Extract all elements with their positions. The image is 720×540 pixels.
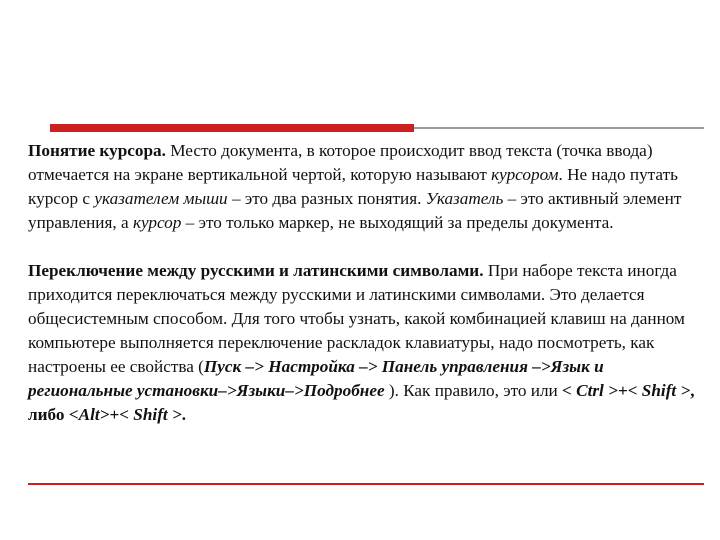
text-run: .: [181, 405, 187, 424]
text-run: . Не надо путать курсор с: [28, 165, 678, 208]
title-divider-line: [414, 127, 704, 129]
key-combo-alt-shift: <Alt>+< Shift >: [68, 405, 182, 424]
term-cursor: курсором: [491, 165, 559, 184]
paragraph-layout-switching: [28, 259, 700, 427]
term-mouse-pointer: указателем мыши: [94, 189, 228, 208]
text-run: – это только маркер, не выходящий за пределы документа.: [181, 213, 614, 232]
key-combo-ctrl-shift: < Ctrl >+< Shift >: [562, 381, 691, 400]
paragraph-heading-cursor: Понятие курсора.: [28, 141, 166, 160]
text-run: , либо: [28, 381, 695, 424]
paragraph-heading-switching: Переключение между русскими и латинскими символами.: [28, 261, 484, 280]
text-run: Место документа, в которое происходит ввод текста (точка ввода) отмечается на экране вертикальной чертой, которую называют: [28, 141, 653, 184]
text-run: ). Как правило, это или: [384, 381, 563, 400]
term-pointer: Указатель: [425, 189, 504, 208]
text-run: При наборе текста иногда приходится переключаться между русскими и латинскими символами. Это делается общесистемным способом. Для того чтобы узнать, какой комбинацией клавиш на данном компьютере выполняется переключение раскладок клавиатуры, надо посмотреть, как настроены ее свойства (: [28, 261, 685, 376]
text-run: – это активный элемент управления, а: [28, 189, 682, 232]
paragraph-cursor-concept: [28, 139, 700, 235]
text-run: – это два разных понятия.: [227, 189, 426, 208]
slide-body: [28, 139, 700, 427]
settings-path: Пуск –> Настройка –> Панель управления –>Язык и региональные установки–>Языки–>Подробнее: [28, 357, 604, 400]
title-accent-bar: [50, 124, 414, 132]
term-cursor-2: курсор: [132, 213, 182, 232]
bottom-divider-line: [28, 483, 704, 485]
